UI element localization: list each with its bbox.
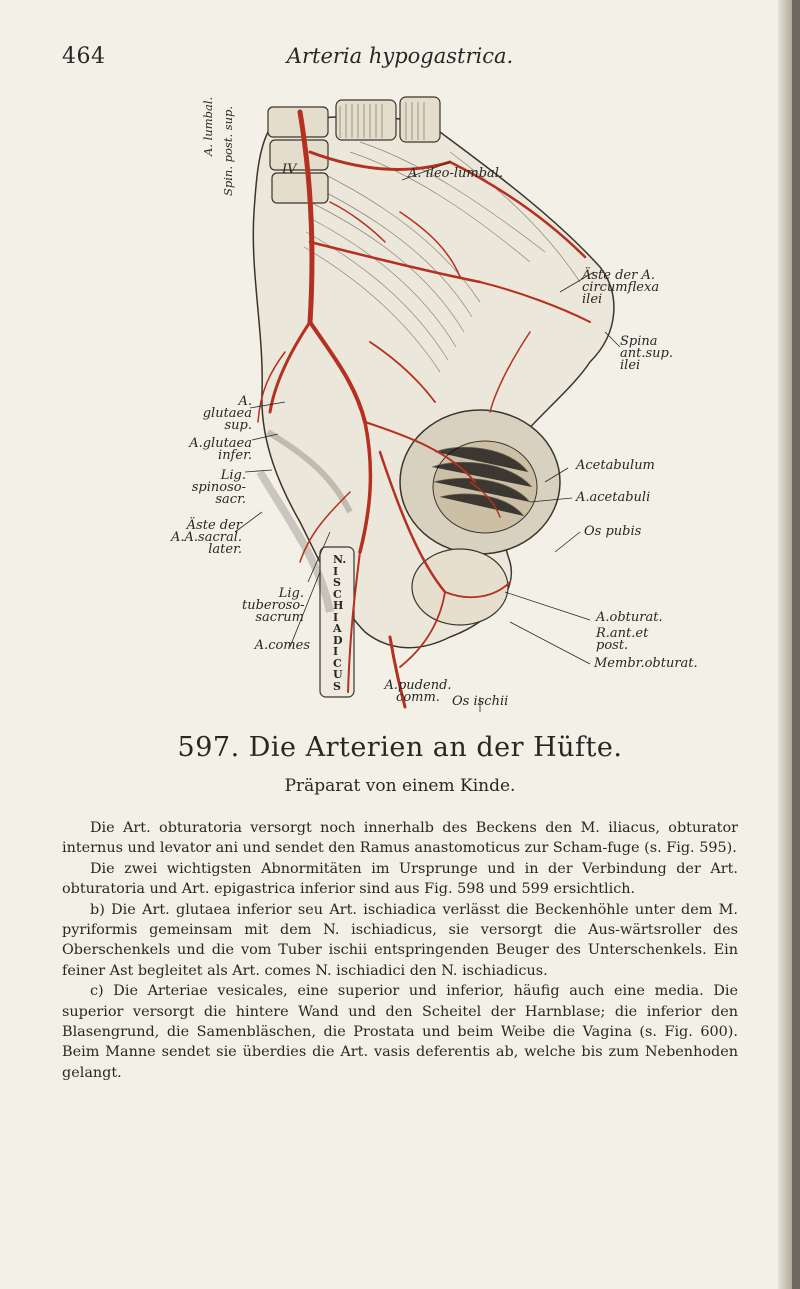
label-a-acetabuli: A.acetabuli [576, 490, 651, 505]
label-aeste-sacral: Äste der A.A.sacral. later. [171, 518, 242, 557]
obturator-membrane [412, 549, 508, 625]
paragraph-abnormities: Die zwei wichtigsten Abnormitäten im Ursprunge und in der Verbindung der Art. obturatoria und Art. epigastrica inferior sind aus Fig. 598 und 599 ersichtlich. [62, 860, 738, 898]
running-head: Arteria hypogastrica. [286, 44, 514, 68]
label-a-obturat: A.obturat. [596, 610, 663, 625]
label-r-ant-post: R.ant.et post. [596, 626, 649, 653]
label-a-lumbal: A. lumbal. [201, 96, 215, 156]
label-n-ischiadicus: N. ISCHIADICUS [333, 553, 347, 693]
label-roman-iv: IV [282, 162, 297, 177]
label-acetabulum: Acetabulum [576, 458, 655, 473]
label-os-ischii: Os ischii [452, 694, 509, 709]
paragraph-vesicales: c) Die Arteriae vesicales, eine superior und inferior, häufig auch eine media. Die superior versorgt die hintere Wand und den Scheitel der Harnblase; die inferior den Blasengrund, die Samenbläschen, die Prostata und beim Weibe die Vagina (s. Fig. 600). Beim Manne sendet sie überdies die Art. vasis deferentis ab, welche bis zum Nebenhoden gelangt. [62, 983, 738, 1081]
label-os-pubis: Os pubis [584, 524, 642, 539]
anatomical-illustration [150, 92, 698, 712]
label-spin-post: Spin. post. sup. [221, 105, 235, 196]
label-lig-spinoso: Lig. spinoso- sacr. [191, 468, 246, 507]
page-number: 464 [62, 44, 106, 69]
label-a-glutaea-infer: A.glutaea infer. [189, 436, 252, 463]
label-a-ileo-lumbal: A. ileo-lumbal. [408, 166, 504, 181]
label-a-glutaea-sup: A. glutaea sup. [202, 394, 252, 433]
figure-caption: 597. Die Arterien an der Hüfte. [177, 732, 623, 763]
figure-subcaption: Präparat von einem Kinde. [284, 776, 516, 796]
label-spina-ant: Spina ant.sup. ilei [620, 334, 673, 373]
body-text [62, 818, 738, 1083]
label-a-pudend: A.pudend. comm. [384, 678, 452, 705]
label-lig-tuberoso: Lig. tuberoso- sacrum [242, 586, 305, 625]
page-header [0, 44, 800, 74]
label-membr-obturat: Membr.obturat. [594, 656, 698, 671]
paragraph-glutaea-inferior: b) Die Art. glutaea inferior seu Art. ischiadica verlässt die Beckenhöhle unter dem M. pyriformis gemeinsam mit dem N. ischiadicus, sie versorgt die Aus-wärtsroller des Oberschenkels und die vom Tuber ischii entspringenden Beuger des Unterschenkels. Ein feiner Ast begleitet als Art. comes N. ischiadici den N. ischiadicus. [62, 901, 738, 979]
paragraph-obturatoria: Die Art. obturatoria versorgt noch innerhalb des Beckens den M. iliacus, obturator internus und levator ani und sendet den Ramus anastomoticus zur Scham-fuge (s. Fig. 595). [62, 820, 738, 857]
label-aeste-circumflexa: Äste der A. circumflexa ilei [582, 268, 660, 307]
page-binding-shadow [792, 0, 800, 1289]
label-a-comes: A.comes [254, 638, 310, 653]
